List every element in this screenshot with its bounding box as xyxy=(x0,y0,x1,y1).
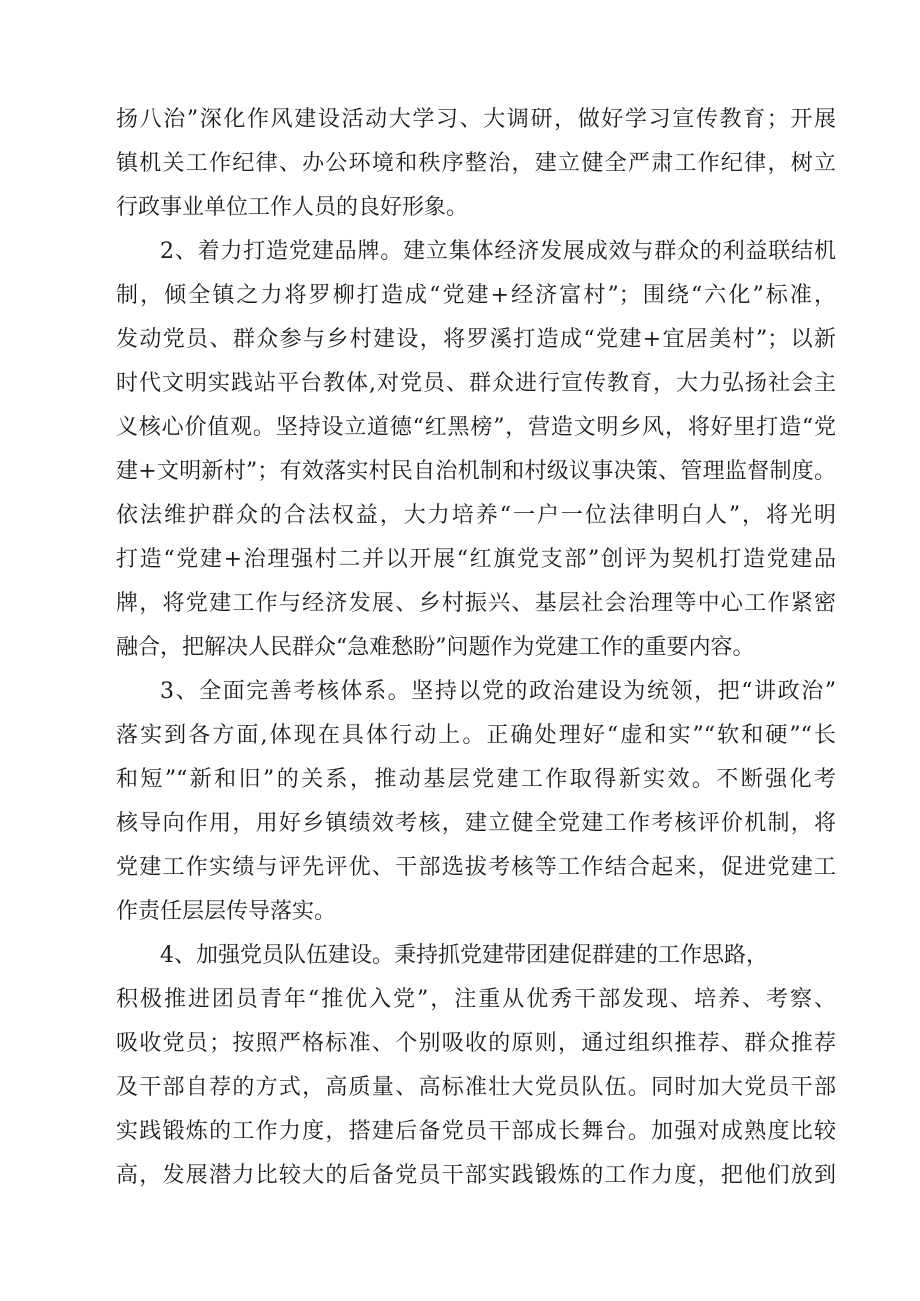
text-line-22: 吸收党员；按照严格标准、个别吸收的原则，通过组织推荐、群众推荐 xyxy=(116,1031,836,1056)
text-line-15: 落实到各方面,体现在具体行动上。正确处理好“虚和实”“软和硬”“长 xyxy=(116,723,836,748)
text-line-11: 打造“党建+治理强村二并以开展“红旗党支部”创评为契机打造党建品 xyxy=(116,547,836,572)
text-line-19: 作责任层层传导落实。 xyxy=(116,899,337,924)
text-line-17: 核导向作用，用好乡镇绩效考核，建立健全党建工作考核评价机制，将 xyxy=(116,811,836,836)
text-line-7: 时代文明实践站平台教体,对党员、群众进行宣传教育，大力弘扬社会主 xyxy=(116,371,836,396)
text-line-12: 牌，将党建工作与经济发展、乡村振兴、基层社会治理等中心工作紧密 xyxy=(116,591,836,616)
text-line-2: 镇机关工作纪律、办公环境和秩序整治，建立健全严肃工作纪律，树立 xyxy=(116,151,836,176)
text-line-6: 发动党员、群众参与乡村建设，将罗溪打造成“党建+宜居美村”；以新 xyxy=(116,327,836,352)
text-line-1: 扬八治”深化作风建设活动大学习、大调研，做好学习宣传教育；开展 xyxy=(116,107,836,132)
text-line-24: 实践锻炼的工作力度，搭建后备党员干部成长舞台。加强对成熟度比较 xyxy=(116,1119,836,1144)
section-3-heading-line: 3、全面完善考核体系。坚持以党的政治建设为统领，把“讲政治” xyxy=(160,679,836,704)
text-line-5: 制，倾全镇之力将罗柳打造成“党建+经济富村”；围绕“六化”标准， xyxy=(116,283,836,308)
text-line-16: 和短”“新和旧”的关系，推动基层党建工作取得新实效。不断强化考 xyxy=(116,767,836,792)
section-2-heading-line: 2、着力打造党建品牌。建立集体经济发展成效与群众的利益联结机 xyxy=(160,239,836,264)
text-line-3: 行政事业单位工作人员的良好形象。 xyxy=(116,195,469,220)
text-line-21: 积极推进团员青年“推优入党”，注重从优秀干部发现、培养、考察、 xyxy=(116,987,836,1012)
text-line-13: 融合，把解决人民群众“急难愁盼”问题作为党建工作的重要内容。 xyxy=(116,635,755,660)
text-line-25: 高，发展潜力比较大的后备党员干部实践锻炼的工作力度，把他们放到 xyxy=(116,1163,836,1188)
text-line-8: 义核心价值观。坚持设立道德“红黑榜”，营造文明乡风，将好里打造“党 xyxy=(116,415,836,440)
text-line-9: 建+文明新村”；有效落实村民自治机制和村级议事决策、管理监督制度。 xyxy=(116,459,836,484)
text-line-23: 及干部自荐的方式，高质量、高标准壮大党员队伍。同时加大党员干部 xyxy=(116,1075,836,1100)
text-line-18: 党建工作实绩与评先评优、干部选拔考核等工作结合起来，促进党建工 xyxy=(116,855,836,880)
text-line-10: 依法维护群众的合法权益，大力培养“一户一位法律明白人”，将光明 xyxy=(116,503,836,528)
section-4-heading-line: 4、加强党员队伍建设。秉持抓党建带团建促群建的工作思路， xyxy=(160,943,768,968)
